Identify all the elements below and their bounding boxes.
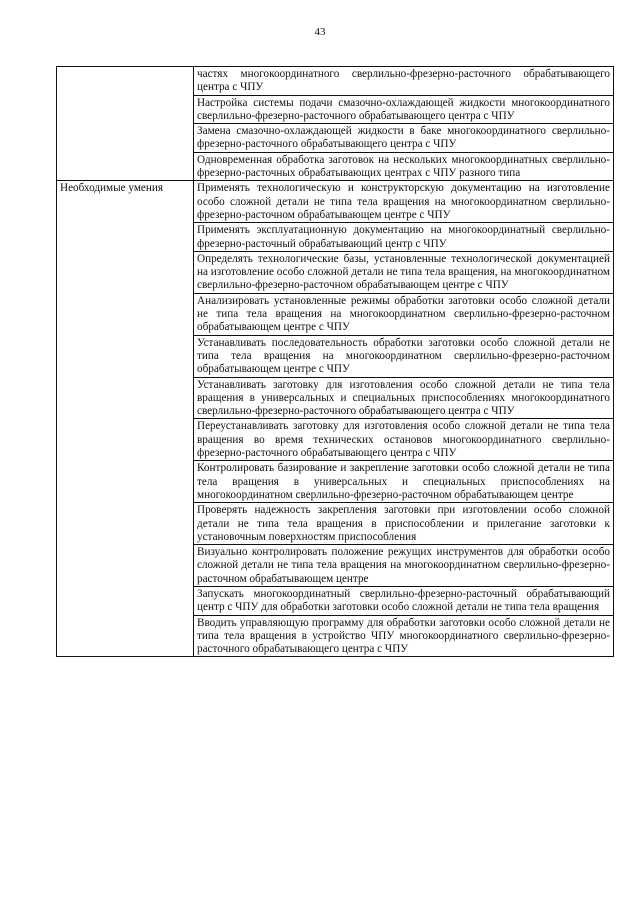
cell-text: Анализировать установленные режимы обработки заготовки особо сложной детали не типа тела вращения на многокоординатном сверлильно-фрезерно-расточном обрабатывающем центре с ЧПУ — [197, 294, 610, 334]
cell-text: Проверять надежность закрепления заготовки при изготовлении особо сложной детали не типа тела вращения в приспособлении и прилегание заготовки к установочным поверхностям приспособления — [197, 504, 610, 543]
table-cell — [194, 503, 614, 545]
table-cell — [194, 419, 614, 461]
cell-text: Устанавливать заготовку для изготовления особо сложной детали не типа тела вращения в универсальных и специальных приспособлениях многокоординатного сверлильно-фрезерно-расточного обрабатывающего центра с ЧПУ — [197, 378, 610, 418]
table-cell — [194, 67, 614, 96]
table-row — [57, 181, 614, 223]
cell-text: Переустанавливать заготовку для изготовления особо сложной детали не типа тела вращения во время технических остановов многокоординатного сверлильно-фрезерно-расточного обрабатывающего центра с ЧПУ — [197, 420, 610, 460]
cell-text: частях многокоординатного сверлильно-фрезерно-расточного обрабатывающего центра с ЧПУ — [197, 68, 610, 94]
cell-text: Настройка системы подачи смазочно-охлаждающей жидкости многокоординатного сверлильно-фрезерно-расточного обрабатывающего центра с ЧПУ — [197, 96, 610, 122]
table-cell — [194, 223, 614, 252]
cell-text: Визуально контролировать положение режущих инструментов для обработки особо сложной детали не типа тела вращения на многокоординатном сверлильно-фрезерно-расточном обрабатывающем центре — [197, 546, 610, 585]
table-cell — [194, 545, 614, 587]
table-cell — [194, 251, 614, 293]
skills-label: Необходимые умения — [57, 181, 194, 657]
cell-text: Применять эксплуатационную документацию на многокоординатный сверлильно-фрезерно-расточный обрабатывающий центр с ЧПУ — [197, 224, 610, 250]
table-cell — [194, 293, 614, 335]
cell-text: Одновременная обработка заготовок на нескольких многокоординатных сверлильно-фрезерно-расточных обрабатывающих центрах с ЧПУ разного типа — [197, 153, 610, 180]
cell-text: Контролировать базирование и закрепление заготовки особо сложной детали не типа тела вращения в универсальных и специальных приспособлениях на многокоординатном сверлильно-фрезерно-расточном обрабатывающем центре — [197, 462, 610, 501]
cell-text: Замена смазочно-охлаждающей жидкости в баке многокоординатного сверлильно-фрезерно-расточного обрабатывающего центра с ЧПУ — [197, 125, 610, 151]
table-cell — [194, 124, 614, 153]
table-cell — [194, 95, 614, 124]
table-cell — [194, 461, 614, 503]
table-cell — [194, 181, 614, 223]
cell-text: Вводить управляющую программу для обработки заготовки особо сложной детали не типа тела вращения в устройство ЧПУ многокоординатного сверлильно-фрезерно-расточного обрабатывающего центра с ЧПУ — [197, 616, 610, 656]
cell-text: Определять технологические базы, установленные технологической документацией на изготовление особо сложной детали не типа тела вращения, на многокоординатном сверлильно-фрезерно-расточном обрабатывающем центре с ЧПУ — [197, 252, 610, 292]
cell-text: Применять технологическую и конструкторскую документацию на изготовление особо сложной детали не типа тела вращения на многокоординатном сверлильно-фрезерно-расточном обрабатывающем центре с ЧПУ — [197, 182, 610, 221]
requirements-table — [56, 66, 614, 657]
table-cell — [194, 335, 614, 377]
table-cell — [194, 615, 614, 657]
empty-label-cell — [57, 67, 194, 181]
page-number: 43 — [314, 26, 326, 38]
table-row — [57, 67, 614, 96]
cell-text: Устанавливать последовательность обработки заготовки особо сложной детали не типа тела вращения на многокоординатном сверлильно-фрезерно-расточном обрабатывающем центре с ЧПУ — [197, 336, 610, 376]
table-cell — [194, 152, 614, 181]
table-cell — [194, 586, 614, 615]
table-cell — [194, 377, 614, 419]
cell-text: Запускать многокоординатный сверлильно-фрезерно-расточный обрабатывающий центр с ЧПУ для обработки заготовки особо сложной детали не типа тела вращения — [197, 587, 610, 614]
